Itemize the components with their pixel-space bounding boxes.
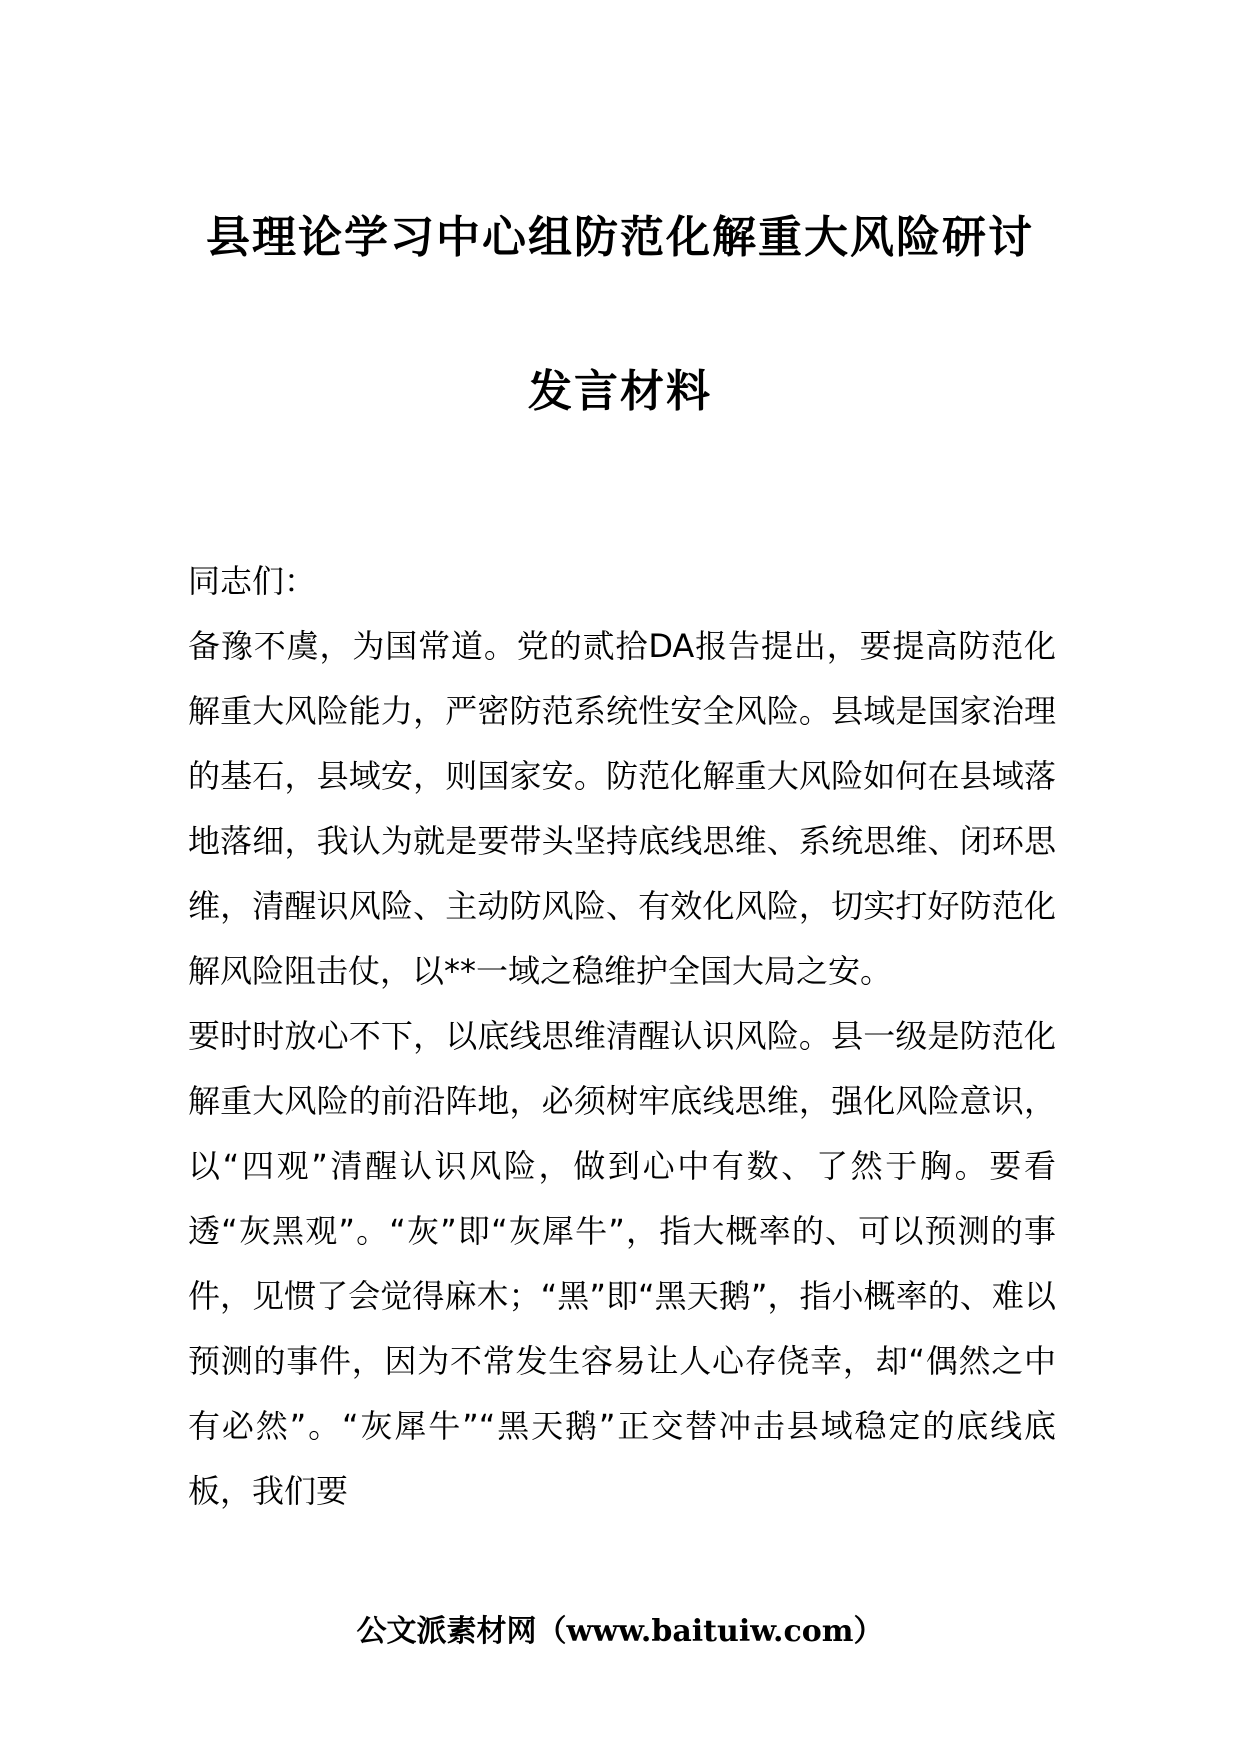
page-footer-source: 公文派素材网（www.baituiw.com） — [356, 1614, 884, 1649]
document-title-line-1: 县理论学习中心组防范化解重大风险研讨 — [206, 212, 1034, 263]
body-paragraph-1: 备豫不虞，为国常道。党的贰拾DA报告提出，要提高防范化解重大风险能力，严密防范系统性安全风险。县域是国家治理的基石，县域安，则国家安。防范化解重大风险如何在县域落地落细，我认为就是要带头坚持底线思维、系统思维、闭环思维，清醒识风险、主动防风险、有效化风险，切实打好防范化解风险阻击仗，以**一域之稳维护全国大局之安。 — [188, 627, 1056, 990]
document-title-line-2: 发言材料 — [528, 366, 712, 417]
document-body — [188, 549, 1056, 1524]
body-paragraph-2: 要时时放心不下，以底线思维清醒认识风险。县一级是防范化解重大风险的前沿阵地，必须树牢底线思维，强化风险意识，以“四观”清醒认识风险，做到心中有数、了然于胸。要看透“灰黑观”。“灰”即“灰犀牛”，指大概率的、可以预测的事件，见惯了会觉得麻木；“黑”即“黑天鹅”，指小概率的、难以预测的事件，因为不常发生容易让人心存侥幸，却“偶然之中有必然”。“灰犀牛”“黑天鹅”正交替冲击县域稳定的底线底板，我们要 — [188, 1017, 1056, 1510]
salutation: 同志们： — [188, 562, 317, 600]
